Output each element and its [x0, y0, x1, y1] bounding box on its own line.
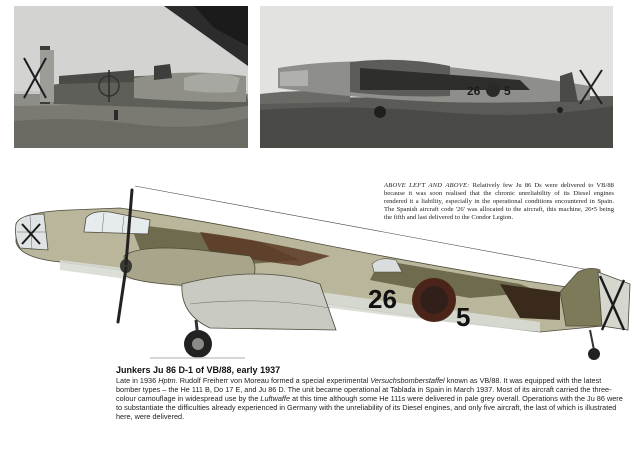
- profile-code-right: 5: [456, 302, 471, 332]
- wing: [182, 274, 336, 330]
- body-run-italic: Versuchsbomberstaffel: [370, 376, 445, 385]
- photo-right-code-left: 26: [467, 84, 481, 98]
- body-run: Rudolf Freiherr von Moreau formed a special experimental: [177, 376, 371, 385]
- photo-right-image: [260, 6, 613, 148]
- body-run-italic: Luftwaffe: [260, 394, 291, 404]
- aircraft-profile: [0, 180, 640, 370]
- photo-left-image: [14, 6, 248, 148]
- body-run: Late in 1936: [116, 376, 159, 385]
- caption-body: Relatively few Ju 86 Ds were delivered to VB/88 because it was soon realised that the chronic unreliability of its Diesel engines rendered it a liability, especially in the operational conditions encountered in Spain. The Spanish aircraft code '26' was allocated to the aircraft, this machine, 26•5 being the fifth and last delivered to the Condor Legion.: [384, 182, 614, 222]
- article-title: Junkers Ju 86 D-1 of VB/88, early 1937: [116, 365, 281, 375]
- body-run: at this time although some He 111s were delivered in pale grey overall. Operations with the Ju 86 were to substantiate the difficulties already experienced in Germany with the unreliability of its Diesel engines, and only five aircraft, the last of which is illustrated here, were delivered.: [116, 394, 623, 422]
- profile-code-left: 26: [368, 284, 397, 314]
- photo-right: [260, 6, 613, 148]
- caption-lead: ABOVE LEFT AND ABOVE:: [384, 182, 470, 189]
- body-run-italic: Hptm.: [158, 376, 178, 385]
- article-body: [116, 376, 626, 421]
- photo-left: [14, 6, 248, 148]
- tail-fin: [560, 268, 604, 326]
- body-run: known as VB/88. It was equipped with the latest bomber types – the He 111 B, Do 17 E, and Ju 86 D. The unit became operational at Tablada in Spain in March 1937. Most of its aircraft carried the three-colour camouflage in widespread use by the: [116, 376, 612, 404]
- photo-right-code-right: 5: [504, 84, 511, 98]
- tail-wheel: [588, 348, 600, 360]
